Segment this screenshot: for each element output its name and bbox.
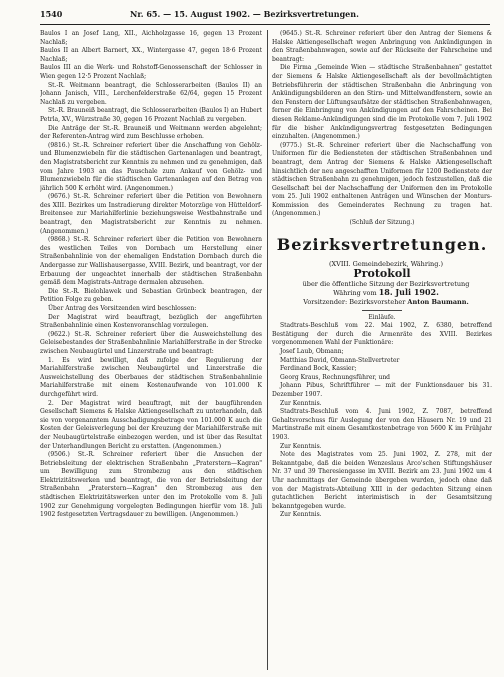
note: Zur Kenntnis. — [280, 442, 322, 450]
paragraph: Matthias David, Obmann-Stellvertreter — [280, 356, 400, 364]
paragraph: (9868.) St.-R. Schreiner referiert über die Petition von Bewohnern des westlichen Teiles von Dornbach um Herstellung einer Straßenbahnlinie von der ehemaligen Endstation Dornbach durch die Andergasse zur Wallishausergasse, XVIII. Bezirk, und beantragt, vor der Erbauung der ungeachtet innerhalb der städtischen Straßenbahn gemäß dem Magistrats-Antrage dermalen abzusehen. — [40, 236, 262, 287]
protokoll-heading: Protokoll — [353, 267, 411, 281]
paragraph: Stadtrats-Beschluß vom 4. Juni 1902, Z. 7087, betreffend Gehaltsvorschuss für Auslegung der von den Häusern Nr. 19 und 21 Martinstraße mit einem Gesamtkostenbetrage von 5600 K im Frühjahr 1903. — [272, 408, 492, 441]
paragraph: Georg Kraus, Rechnungsführer, und — [280, 373, 391, 381]
paragraph: St.-R. Weitmann beantragt, die Schlosserarbeiten (Baulos II) an Johann Janisch, VIII., Lerchenfelderstraße 62/64, gegen 15 Prozent Nachlaß zu vergeben. — [40, 81, 262, 106]
paragraph: 1. Es wird bewilligt, daß zufolge der Regulierung der Mariahilferstraße zwischen Neubaugürtel und Linzerstraße die Ausweichstellung des Oberbaues der städtischen Straßenbahnlinie Mariahilferstraße mit einem Kostenaufwande von 101.000 K durchgeführt wird. — [40, 356, 262, 398]
paragraph: Die Anträge der St.-R. Brauneiß und Weitmann werden abgelehnt; der Referenten-Antrag wird zum Beschlusse erhoben. — [40, 124, 262, 141]
paragraph: Die St.-R. Bielohlawek und Sebastian Grünbeck beantragen, der Petition Folge zu geben. — [40, 287, 262, 304]
paragraph: Ferdinand Bock, Kassier; — [280, 365, 357, 373]
paragraph: (9775.) St.-R. Schreiner referiert über die Nachschaffung von Uniformen für die Bediensteten der städtischen Straßenbahnen und beantragt, dem Antrag der Siemens & Halske Aktiengesellschaft hinsichtlich der neu angeschafften Uniformen für 1200 Bedienstete der städtischen Straßenbahn zu genehmigen, jedoch festzustellen, daß die Gesellschaft bei der Nachschaffung der Uniformen den im Protokolle vom 25. Juli 1902 enthaltenen Anträgen und Wünschen der Monturs-Kommission des Gemeinderates Rechnung zu tragen hat. (Angenommen.) — [272, 141, 492, 218]
paragraph: Die Firma „Gemeinde Wien — städtische Straßenbahnen" gestattet der Siemens & Halske Aktiengesellschaft als der bevollmächtigten Betriebsführerin der städtischen Straßenbahn die Anbringung von Ankündigungsbilderen an den Stirn- und Mittelwandfenstern, sowie an den Fenstern der Lüftungsaufsätze der städtischen Straßenbahnwagen, ferner die Einbringung von Ankündigungen auf den Fahrscheinen. Bei diesen Reklame-Ankündigungen sind die im Protokolle vom 7. Juli 1902 für die bisher Ankündigungsvertrag festgesetzten Bedingungen einzuhalten. (Angenommen.) — [272, 64, 492, 141]
paragraph: (9506.) St.-R. Schreiner referiert über die Ansuchen der Betriebsleitung der elektrischen Straßenbahn „Praterstern—Kagran" um Bewilligung zum Strombezug aus den städtischen Elektrizitätswerken und beantragt, die von der Betriebsleitung der Straßenbahn „Praterstern—Kagran" den Strombezug aus den städtischen Elektrizitätswerken unter den im Protokolle vom 8. Juli 1902 zur Genehmigung vorgelegten Bedingungen hierfür vom 18. Juli 1902 festgesetzten Vertragsdauer zu bewilligen. (Angenommen.) — [40, 451, 262, 519]
column-divider — [267, 30, 268, 670]
paragraph: St.-R. Brauneiß beantragt, die Schlosserarbeiten (Baulos I) an Hubert Petrla, XV., Würzstraße 30, gegen 16 Prozent Nachlaß zu vergeben. — [40, 107, 262, 123]
paragraph: Stadtrats-Beschluß vom 22. Mai 1902, Z. 6380, betreffend Bestätigung der durch die Armenräte des XVIII. Bezirkes vorgenommenen Wahl der Funktionäre: — [272, 322, 492, 347]
paragraph: Baulos III an die Werk- und Rohstoff-Genossenschaft der Schlosser in Wien gegen 12·5 Prozent Nachlaß; — [40, 64, 262, 80]
paragraph: Note des Magistrates vom 25. Juni 1902, Z. 278, mit der Bekanntgabe, daß die beiden Wenzeslaus Arco'schen Stiftungshäuser Nr. 37 und 39 Theresiengasse im XVIII. Bezirk am 23. Juni 1902 um 4 Uhr nachmittags der Gemeinde übergeben wurden, jedoch ohne daß von der Magistrats-Abteilung XIII in der gedachten Sitzung einen gutachtlichen Bericht interimistisch in der Gesamtsitzung bekanntgegeben wurde. — [272, 451, 492, 510]
issue-line: Nr. 65. — 15. August 1902. — Bezirksvertretungen. — [130, 9, 359, 19]
left-column — [40, 30, 262, 670]
paragraph: (9816.) St.-R. Schreiner referiert über die Anschaffung von Gehölz- und Blumenzwiebeln für die städtischen Gartenanlagen und beantragt, den Magistratsbericht zur Kenntnis zu nehmen und zu genehmigen, daß vom Jahre 1903 an das Pauschale zum Ankauf von Gehölz- und Blumenzwiebeln für die städtischen Gartenanlagen auf den Betrag von jährlich 500 K erhöht wird. (Angenommen.) — [40, 141, 262, 192]
paragraph: Der Magistrat wird beauftragt, bezüglich der angeführten Straßenbahnlinie einen Kostenvoranschlag vorzulegen. — [40, 313, 262, 330]
note: Zur Kenntnis. — [280, 399, 322, 407]
chair-name: Anton Baumann. — [407, 298, 469, 307]
page-number: 1540 — [40, 9, 63, 19]
session-date: 18. Juli 1902. — [378, 287, 439, 298]
session-end: (Schluß der Sitzung.) — [349, 219, 415, 227]
paragraph: Baulos I an Josef Lang, XII., Aichholzgasse 16, gegen 13 Prozent Nachlaß; — [40, 30, 262, 46]
paragraph: 2. Der Magistrat wird beauftragt, mit der baugführenden Gesellschaft Siemens & Halske Aktiengesellschaft zu unterhandeln, daß sie von vorgenanntem Ausschadigungsbetrage von 101.000 K auch die Kosten der Geleisverlegung bei der Kreuzung der Mariahilferstraße mit der Neubaugürtelstraße einbezogen werden, und ist über das Resultat der Unterhandlungen Bericht zu erstatten. (Angenommen.) — [40, 399, 262, 450]
note: Zur Kenntnis. — [280, 511, 322, 519]
paragraph: (9645.) St.-R. Schreiner referiert über den Antrag der Siemens & Halske Aktiengesellschaft wegen Anbringung von Ankündigungen in den Straßenbahnwagen, sowie auf der Rückseite der Fahrscheine und beantragt: — [272, 30, 492, 63]
chair-label: Vorsitzender: Bezirksvorsteher — [303, 298, 406, 307]
page-header — [40, 6, 490, 25]
chair-line — [272, 298, 492, 307]
right-column — [272, 30, 492, 670]
paragraph: (9622.) St.-R. Schreiner referiert über die Ausweichstellung des Geleisebestandes der Straßenbahnlinie Mariahilferstraße in der Strecke zwischen Neubaugürtel und Linzerstraße und beantragt: — [40, 330, 262, 355]
district-subtitle: (XVIII. Gemeindebezirk, Währing.) — [328, 259, 444, 268]
session-line: über die öffentliche Sitzung der Bezirksvertretung — [302, 279, 470, 288]
divider — [362, 310, 402, 311]
section-title: Bezirksvertretungen. — [276, 234, 488, 254]
session-place: Währing vom — [333, 289, 377, 298]
paragraph: Baulos II an Albert Barnert, XX., Wintergasse 47, gegen 18·6 Prozent Nachlaß; — [40, 47, 262, 63]
session-date-line — [272, 288, 492, 298]
paragraph: Josef Laub, Obmann; — [280, 348, 344, 355]
paragraph: (9676.) St.-R. Schreiner referiert über die Petition von Bewohnern des XIII. Bezirkes um Instradierung direkter Motorzüge von Hütteldorf-Breitensee zur Mariahilferlinie beziehungsweise Westbahnstraße und beantragt, den Magistratsbericht zur Kenntnis zu nehmen. (Angenommen.) — [40, 193, 262, 235]
paragraph: Johann Pibus, Schriftführer — mit der Funktionsdauer bis 31. Dezember 1907. — [272, 382, 492, 398]
subheading: Einläufe. — [368, 313, 396, 321]
paragraph: Über Antrag des Vorsitzenden wird beschlossen: — [48, 305, 197, 312]
